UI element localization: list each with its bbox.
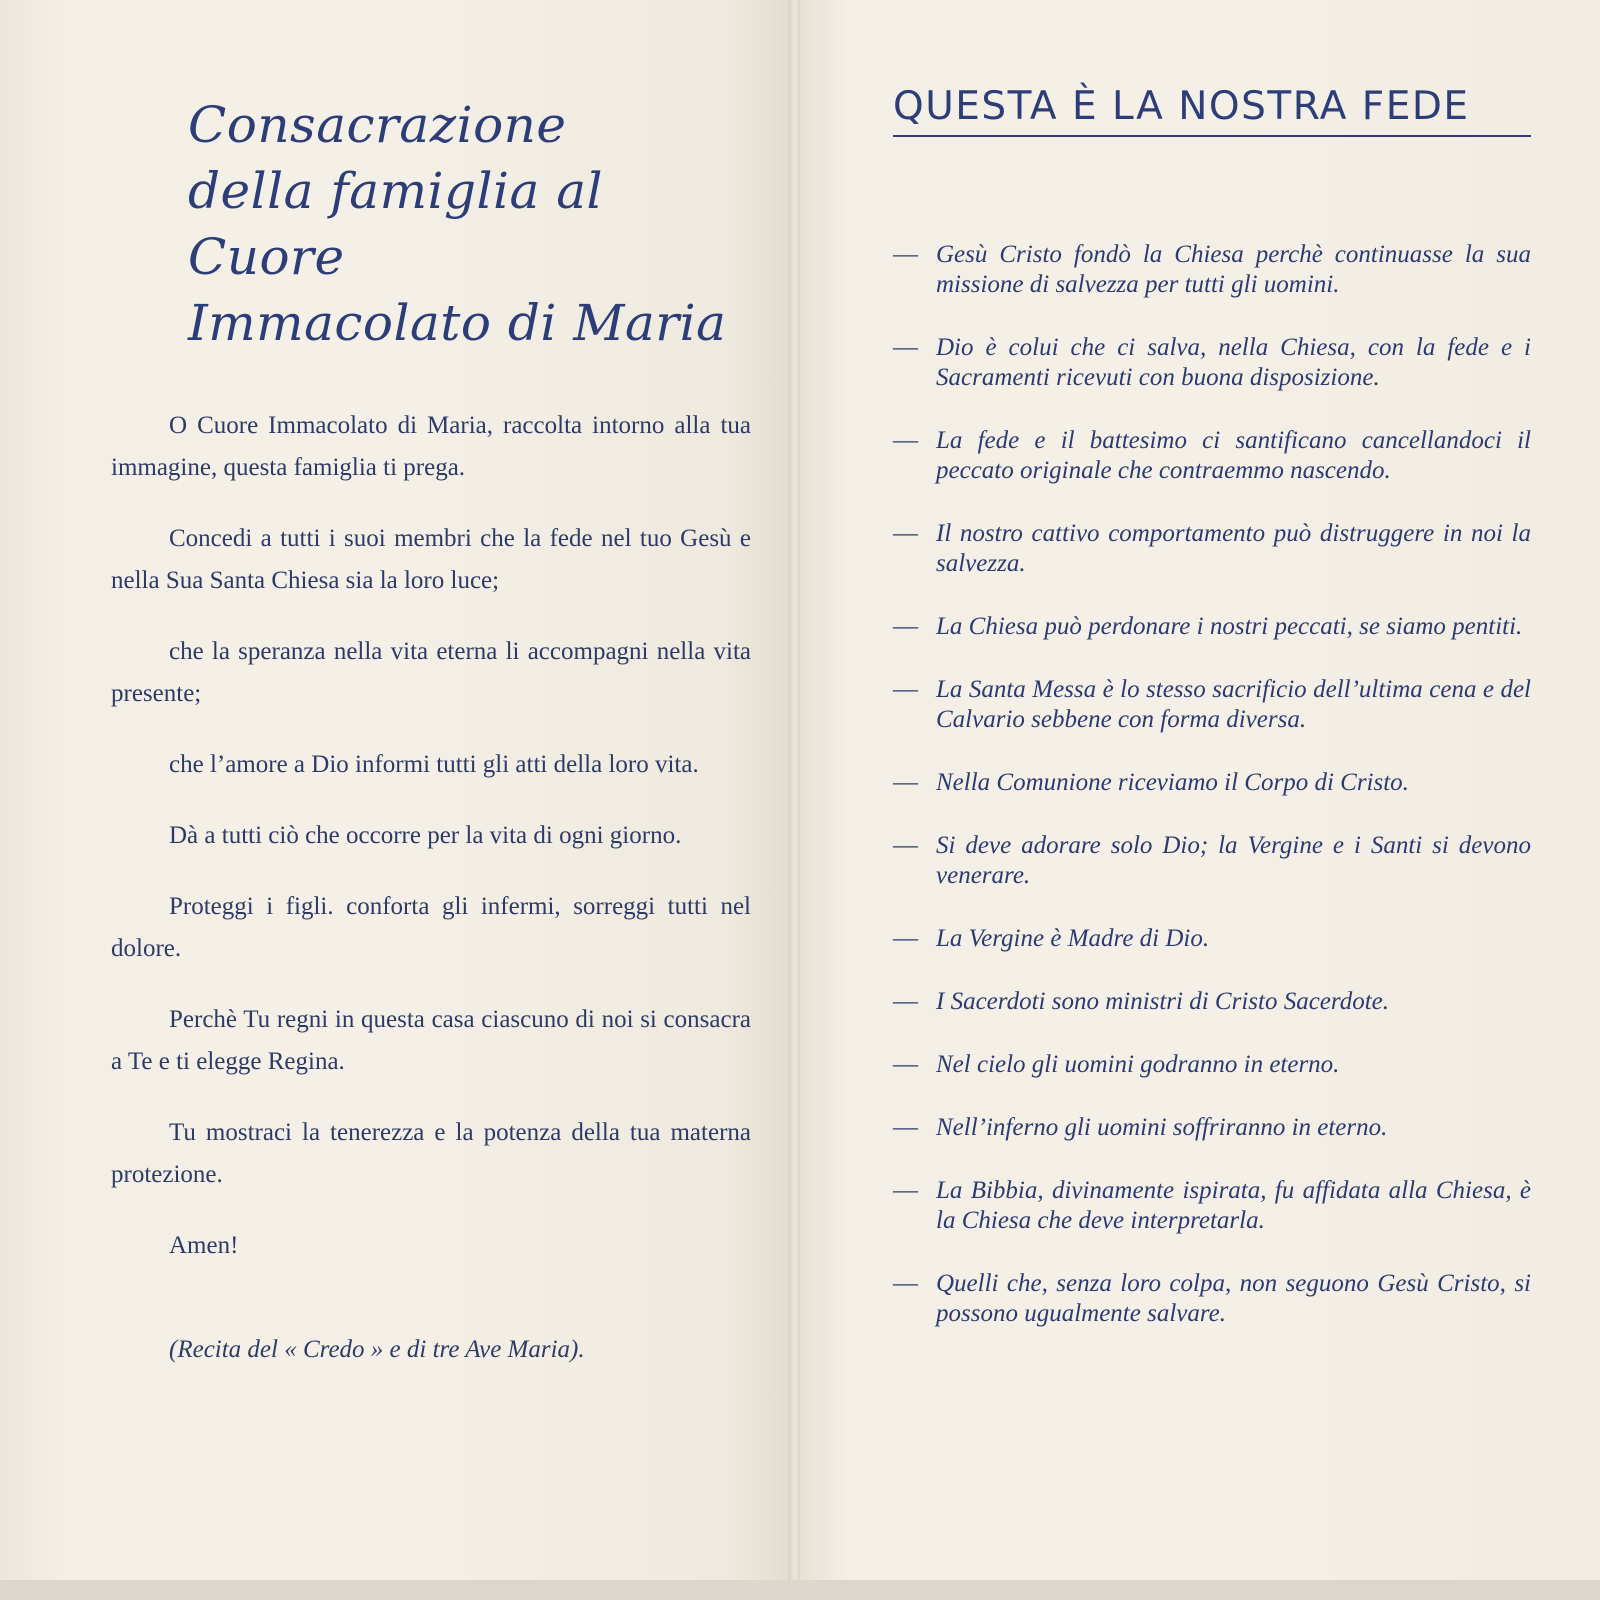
- recitation-note: (Recita del « Credo » e di tre Ave Maria).: [169, 1336, 585, 1363]
- prayer-paragraph: Proteggi i figli. conforta gli infermi, sorreggi tutti nel dolore.: [111, 893, 751, 962]
- faith-statement-text: Dio è colui che ci salva, nella Chiesa, con la fede e i Sacramenti ricevuti con buona disposizione.: [936, 334, 1531, 391]
- prayer-paragraph: Tu mostraci la tenerezza e la potenza della tua materna protezione.: [111, 1119, 751, 1188]
- prayer-paragraph: O Cuore Immacolato di Maria, raccolta intorno alla tua immagine, questa famiglia ti prega.: [111, 412, 751, 481]
- faith-statement-text: La Chiesa può perdonare i nostri peccati, se siamo pentiti.: [936, 613, 1523, 640]
- faith-statement: [893, 924, 1531, 954]
- faith-statement: [893, 1050, 1531, 1080]
- consecration-title: [188, 92, 768, 356]
- faith-title: QUESTA È LA NOSTRA FEDE: [893, 84, 1531, 137]
- prayer-paragraph: Perchè Tu regni in questa casa ciascuno di noi si consacra a Te e ti elegge Regina.: [111, 1006, 751, 1075]
- faith-statement-text: I Sacerdoti sono ministri di Cristo Sacerdote.: [936, 988, 1389, 1015]
- dash-mark: —: [893, 613, 918, 640]
- faith-statement: [893, 768, 1531, 798]
- dash-mark: —: [893, 832, 918, 859]
- scan-bottom-edge: [0, 1580, 1600, 1600]
- faith-statement-text: Il nostro cattivo comportamento può distruggere in noi la salvezza.: [936, 520, 1531, 577]
- prayer-paragraph: Concedi a tutti i suoi membri che la fede nel tuo Gesù e nella Sua Santa Chiesa sia la loro luce;: [111, 525, 751, 594]
- faith-statement: [893, 675, 1531, 735]
- amen-line: Amen!: [169, 1232, 239, 1259]
- prayer-paragraph: Dà a tutti ciò che occorre per la vita di ogni giorno.: [169, 822, 682, 849]
- faith-statement-text: Nell’inferno gli uomini soffriranno in eterno.: [936, 1114, 1388, 1141]
- dash-mark: —: [893, 427, 918, 454]
- dash-mark: —: [893, 676, 918, 703]
- faith-statement: [893, 987, 1531, 1017]
- faith-statement: [893, 831, 1531, 891]
- title-line-2: della famiglia al Cuore: [188, 162, 603, 286]
- prayer-paragraph: che l’amore a Dio informi tutti gli atti della loro vita.: [169, 751, 699, 778]
- faith-statement: [893, 1113, 1531, 1143]
- dash-mark: —: [893, 988, 918, 1015]
- faith-statement-text: La Vergine è Madre di Dio.: [936, 925, 1210, 952]
- left-page: [0, 0, 790, 1600]
- faith-statement-text: Nel cielo gli uomini godranno in eterno.: [936, 1051, 1340, 1078]
- dash-mark: —: [893, 1114, 918, 1141]
- dash-mark: —: [893, 1051, 918, 1078]
- dash-mark: —: [893, 769, 918, 796]
- faith-statement: [893, 240, 1531, 300]
- dash-mark: —: [893, 1177, 918, 1204]
- faith-statement: [893, 333, 1531, 393]
- title-line-3: Immacolato di Maria: [188, 294, 727, 352]
- faith-statement-text: Quelli che, senza loro colpa, non seguono Gesù Cristo, si possono ugualmente salvare.: [936, 1270, 1531, 1327]
- dash-mark: —: [893, 520, 918, 547]
- faith-statement-text: Nella Comunione riceviamo il Corpo di Cristo.: [936, 769, 1409, 796]
- dash-mark: —: [893, 1270, 918, 1297]
- title-line-1: Consacrazione: [188, 96, 567, 154]
- consecration-prayer: [111, 405, 751, 1400]
- prayer-paragraph: che la speranza nella vita eterna li accompagni nella vita presente;: [111, 638, 751, 707]
- faith-statement-text: La Bibbia, divinamente ispirata, fu affidata alla Chiesa, è la Chiesa che deve interpretarla.: [936, 1177, 1531, 1234]
- faith-statement-text: Si deve adorare solo Dio; la Vergine e i Santi si devono venerare.: [936, 832, 1531, 889]
- faith-statement: [893, 1269, 1531, 1329]
- faith-statements-list: [893, 240, 1531, 1362]
- faith-statement-text: Gesù Cristo fondò la Chiesa perchè continuasse la sua missione di salvezza per tutti gli uomini.: [936, 241, 1531, 298]
- faith-statement-text: La Santa Messa è lo stesso sacrificio dell’ultima cena e del Calvario sebbene con forma diversa.: [936, 676, 1531, 733]
- dash-mark: —: [893, 334, 918, 361]
- faith-statement-text: La fede e il battesimo ci santificano cancellandoci il peccato originale che contraemmo nascendo.: [936, 427, 1531, 484]
- dash-mark: —: [893, 925, 918, 952]
- faith-statement: [893, 426, 1531, 486]
- faith-statement: [893, 519, 1531, 579]
- dash-mark: —: [893, 241, 918, 268]
- faith-statement: [893, 612, 1531, 642]
- faith-statement: [893, 1176, 1531, 1236]
